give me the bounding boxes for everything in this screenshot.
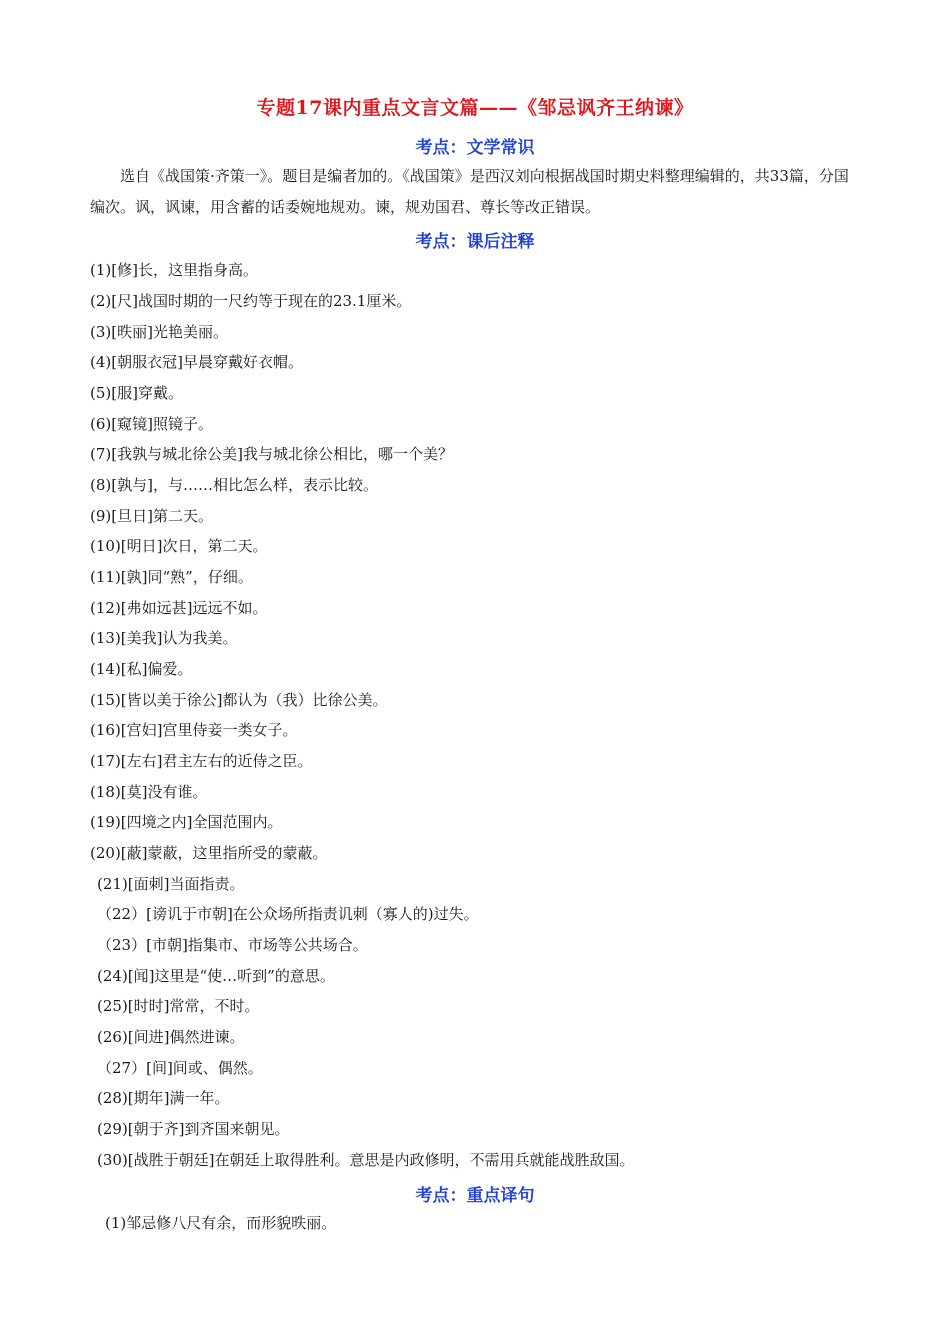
note-item: (15)[皆以美于徐公]都认为（我）比徐公美。 [90,691,388,709]
note-item: (10)[明日]次日，第二天。 [90,537,268,555]
note-item: (14)[私]偏爱。 [90,660,193,678]
literature-paragraph [90,161,860,223]
note-item: (30)[战胜于朝廷]在朝廷上取得胜利。意思是内政修明，不需用兵就能战胜敌国。 [97,1151,635,1169]
note-item: (26)[间进]偶然进谏。 [97,1028,245,1046]
note-item: (2)[尺]战国时期的一尺约等于现在的23.1厘米。 [90,292,412,310]
section-heading-translation: 考点：重点译句 [415,1186,535,1206]
note-item: (11)[孰]同“熟”，仔细。 [90,568,253,586]
note-item: (8)[孰与]，与……相比怎么样，表示比较。 [90,476,378,494]
note-item: (3)[昳丽]光艳美丽。 [90,323,228,341]
section-heading-notes: 考点：课后注释 [415,232,535,252]
document-title: 专题17课内重点文言文篇——《邹忌讽齐王纳谏》 [256,97,694,119]
note-item: (9)[旦日]第二天。 [90,507,213,525]
translation-item: (1)邹忌修八尺有余，而形貌昳丽。 [105,1214,337,1232]
note-item: (18)[莫]没有谁。 [90,783,208,801]
note-item: (6)[窥镜]照镜子。 [90,415,213,433]
note-item: （22）[谤讥于市朝]在公众场所指责讥刺（寡人的)过失。 [97,905,479,923]
note-item: (16)[宫妇]宫里侍妾一类女子。 [90,721,298,739]
note-item: (17)[左右]君主左右的近侍之臣。 [90,752,313,770]
note-item: (28)[期年]满一年。 [97,1089,230,1107]
note-item: (1)[修]长，这里指身高。 [90,261,258,279]
note-item: (20)[蔽]蒙蔽，这里指所受的蒙蔽。 [90,844,328,862]
note-item: (12)[弗如远甚]远远不如。 [90,599,268,617]
note-item: (7)[我孰与城北徐公美]我与城北徐公相比，哪一个美？ [90,445,453,463]
note-item: (21)[面刺]当面指责。 [97,875,245,893]
literature-paragraph-text: 选自《战国策·齐策一》。题目是编者加的。《战国策》是西汉刘向根据战国时期史料整理编辑的，共33篇，分国编次。讽，讽谏，用含蓄的话委婉地规劝。谏，规劝国君、尊长等改正错误。 [90,167,849,216]
note-item: （23）[市朝]指集市、市场等公共场合。 [97,936,368,954]
note-item: (4)[朝服衣冠]早晨穿戴好衣帽。 [90,353,303,371]
note-item: （27）[间]间或、偶然。 [97,1059,263,1077]
note-item: (29)[朝于齐]到齐国来朝见。 [97,1120,290,1138]
note-item: (19)[四境之内]全国范围内。 [90,813,283,831]
note-item: (13)[美我]认为我美。 [90,629,238,647]
note-item: (24)[闻]这里是“使…听到”的意思。 [97,967,335,985]
section-heading-literature: 考点：文学常识 [415,138,535,158]
note-item: (5)[服]穿戴。 [90,384,183,402]
note-item: (25)[时时]常常，不时。 [97,997,260,1015]
